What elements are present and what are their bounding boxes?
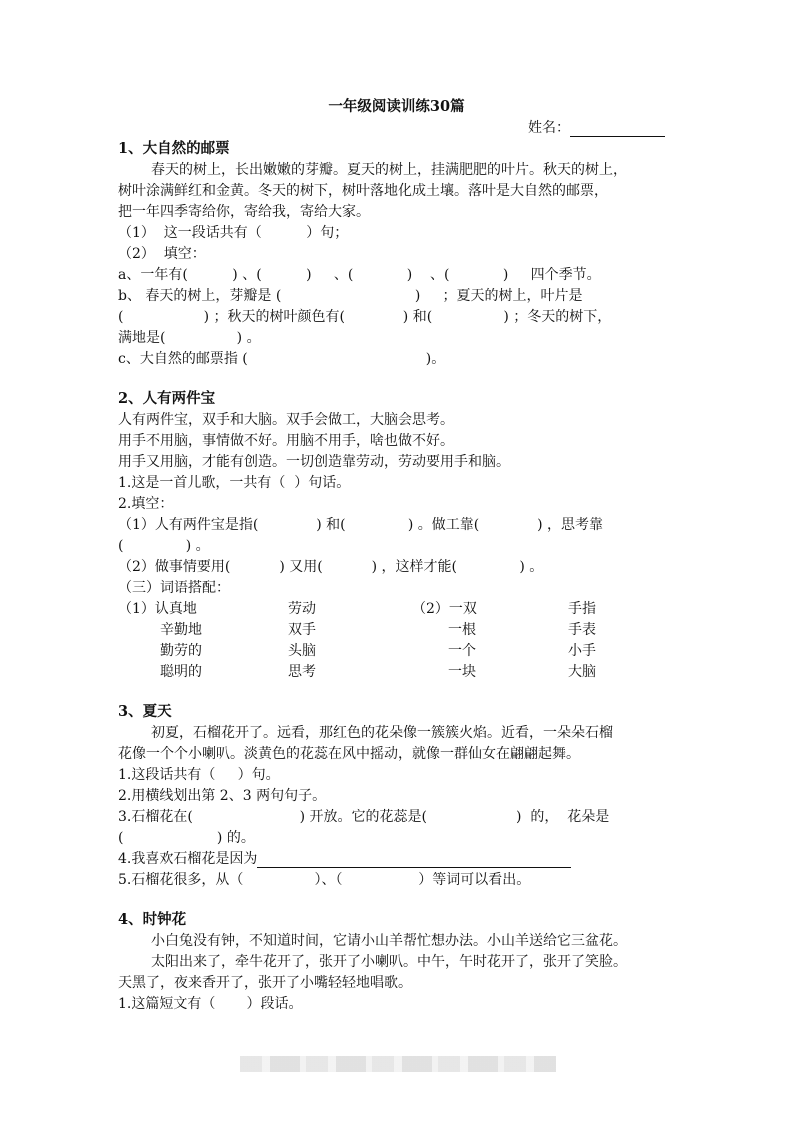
- match-right-word: 大脑: [568, 664, 596, 680]
- s3-question-4-text: 4.我喜欢石榴花是因为: [118, 851, 258, 867]
- s2-question-2: 2.填空：: [118, 496, 174, 512]
- s2-question-2c: （2）做事情要用( ) 又用( ) ，这样才能( ) 。: [118, 559, 544, 575]
- match-left-word: 勤劳的: [160, 643, 202, 659]
- match-left-word: 一根: [448, 622, 476, 638]
- match-left-word: 一个: [448, 643, 476, 659]
- s2-poem-line: 用手又用脑，才能有创造。一切创造靠劳动，劳动要用手和脑。: [118, 454, 510, 470]
- s1-paragraph-line: 树叶涂满鲜红和金黄。冬天的树下，树叶落地化成土壤。落叶是大自然的邮票，: [118, 183, 608, 199]
- s1-question-1: （1） 这一段话共有（ ）句；: [118, 225, 349, 241]
- s4-question-1: 1.这篇短文有（ ）段话。: [118, 996, 303, 1012]
- s2-poem-line: 用手不用脑，事情做不好。用脑不用手，啥也做不好。: [118, 433, 454, 449]
- section-1-heading: 1、大自然的邮票: [118, 140, 230, 157]
- s4-paragraph-line: 太阳出来了，牵牛花开了，张开了小喇叭。中午，午时花开了，张开了笑脸。: [151, 954, 627, 970]
- match-right-word: 手表: [568, 622, 596, 638]
- s3-question-5: 5.石榴花很多，从（ ）、（ ）等词可以看出。: [118, 872, 531, 888]
- s1-question-b: 满地是( ) 。: [118, 330, 261, 346]
- match-right-word: 劳动: [288, 601, 316, 617]
- section-3-heading: 3、夏天: [118, 703, 172, 720]
- s3-paragraph-line: 初夏，石榴花开了。远看，那红色的花朵像一簇簇火焰。近看，一朵朵石榴: [151, 725, 613, 741]
- match-right-word: 思考: [288, 664, 316, 680]
- blurred-watermark: [240, 1056, 556, 1072]
- s1-question-b: ( ) ；秋天的树叶颜色有( ) 和( ) ；冬天的树下，: [118, 309, 612, 325]
- document-title: 一年级阅读训练30篇: [328, 98, 465, 115]
- s4-paragraph-line: 天黑了，夜来香开了，张开了小嘴轻轻地唱歌。: [118, 975, 412, 991]
- s3-question-4: [118, 850, 571, 868]
- s1-question-2: （2） 填空：: [118, 246, 206, 262]
- match-left-word: （1）认真地: [118, 601, 197, 617]
- name-blank-line[interactable]: [570, 121, 665, 137]
- name-field[interactable]: [528, 119, 665, 137]
- match-left-word: 聪明的: [160, 664, 202, 680]
- section-2-heading: 2、人有两件宝: [118, 390, 216, 407]
- s1-paragraph-line: 把一年四季寄给你，寄给我，寄给大家。: [118, 204, 370, 220]
- section-4-heading: 4、时钟花: [118, 911, 187, 928]
- match-right-word: 小手: [568, 643, 596, 659]
- s3-question-2: 2.用横线划出第 2、3 两句句子。: [118, 788, 327, 804]
- match-right-word: 头脑: [288, 643, 316, 659]
- match-right-word: 双手: [288, 622, 316, 638]
- match-right-word: 手指: [568, 601, 596, 617]
- s2-question-1: 1.这是一首儿歌，一共有（ ）句话。: [118, 475, 351, 491]
- match-left-word: （2）一双: [412, 601, 477, 617]
- s2-question-2a: （1）人有两件宝是指( ) 和( ) 。做工靠( ) ，思考靠: [118, 517, 604, 533]
- s3-question-3: ( ) 的。: [118, 830, 255, 846]
- name-label: 姓名：: [528, 120, 570, 136]
- s3-paragraph-line: 花像一个个小喇叭。淡黄色的花蕊在风中摇动，就像一群仙女在翩翩起舞。: [118, 746, 580, 762]
- s3-question-3: 3.石榴花在( ) 开放。它的花蕊是( ) 的， 花朵是: [118, 809, 610, 825]
- s3-question-1: 1.这段话共有（ ）句。: [118, 767, 280, 783]
- s1-paragraph-line: 春天的树上，长出嫩嫩的芽瓣。夏天的树上，挂满肥肥的叶片。秋天的树上，: [151, 162, 627, 178]
- match-left-word: 一块: [448, 664, 476, 680]
- s2-question-3: （三）词语搭配：: [118, 580, 230, 596]
- s1-question-c: c、大自然的邮票指 ( )。: [118, 351, 446, 367]
- match-left-word: 辛勤地: [160, 622, 202, 638]
- s1-question-a: a、一年有( ) 、( ) 、( ) 、( ) 四个季节。: [118, 267, 601, 283]
- s2-poem-line: 人有两件宝，双手和大脑。双手会做工，大脑会思考。: [118, 412, 454, 428]
- s1-question-b: b、 春天的树上，芽瓣是 ( ) ；夏天的树上，叶片是: [118, 288, 583, 304]
- s2-question-2a: ( ) 。: [118, 538, 210, 554]
- s4-paragraph-line: 小白兔没有钟，不知道时间，它请小山羊帮忙想办法。小山羊送给它三盆花。: [151, 933, 627, 949]
- answer-blank-line[interactable]: [257, 852, 571, 868]
